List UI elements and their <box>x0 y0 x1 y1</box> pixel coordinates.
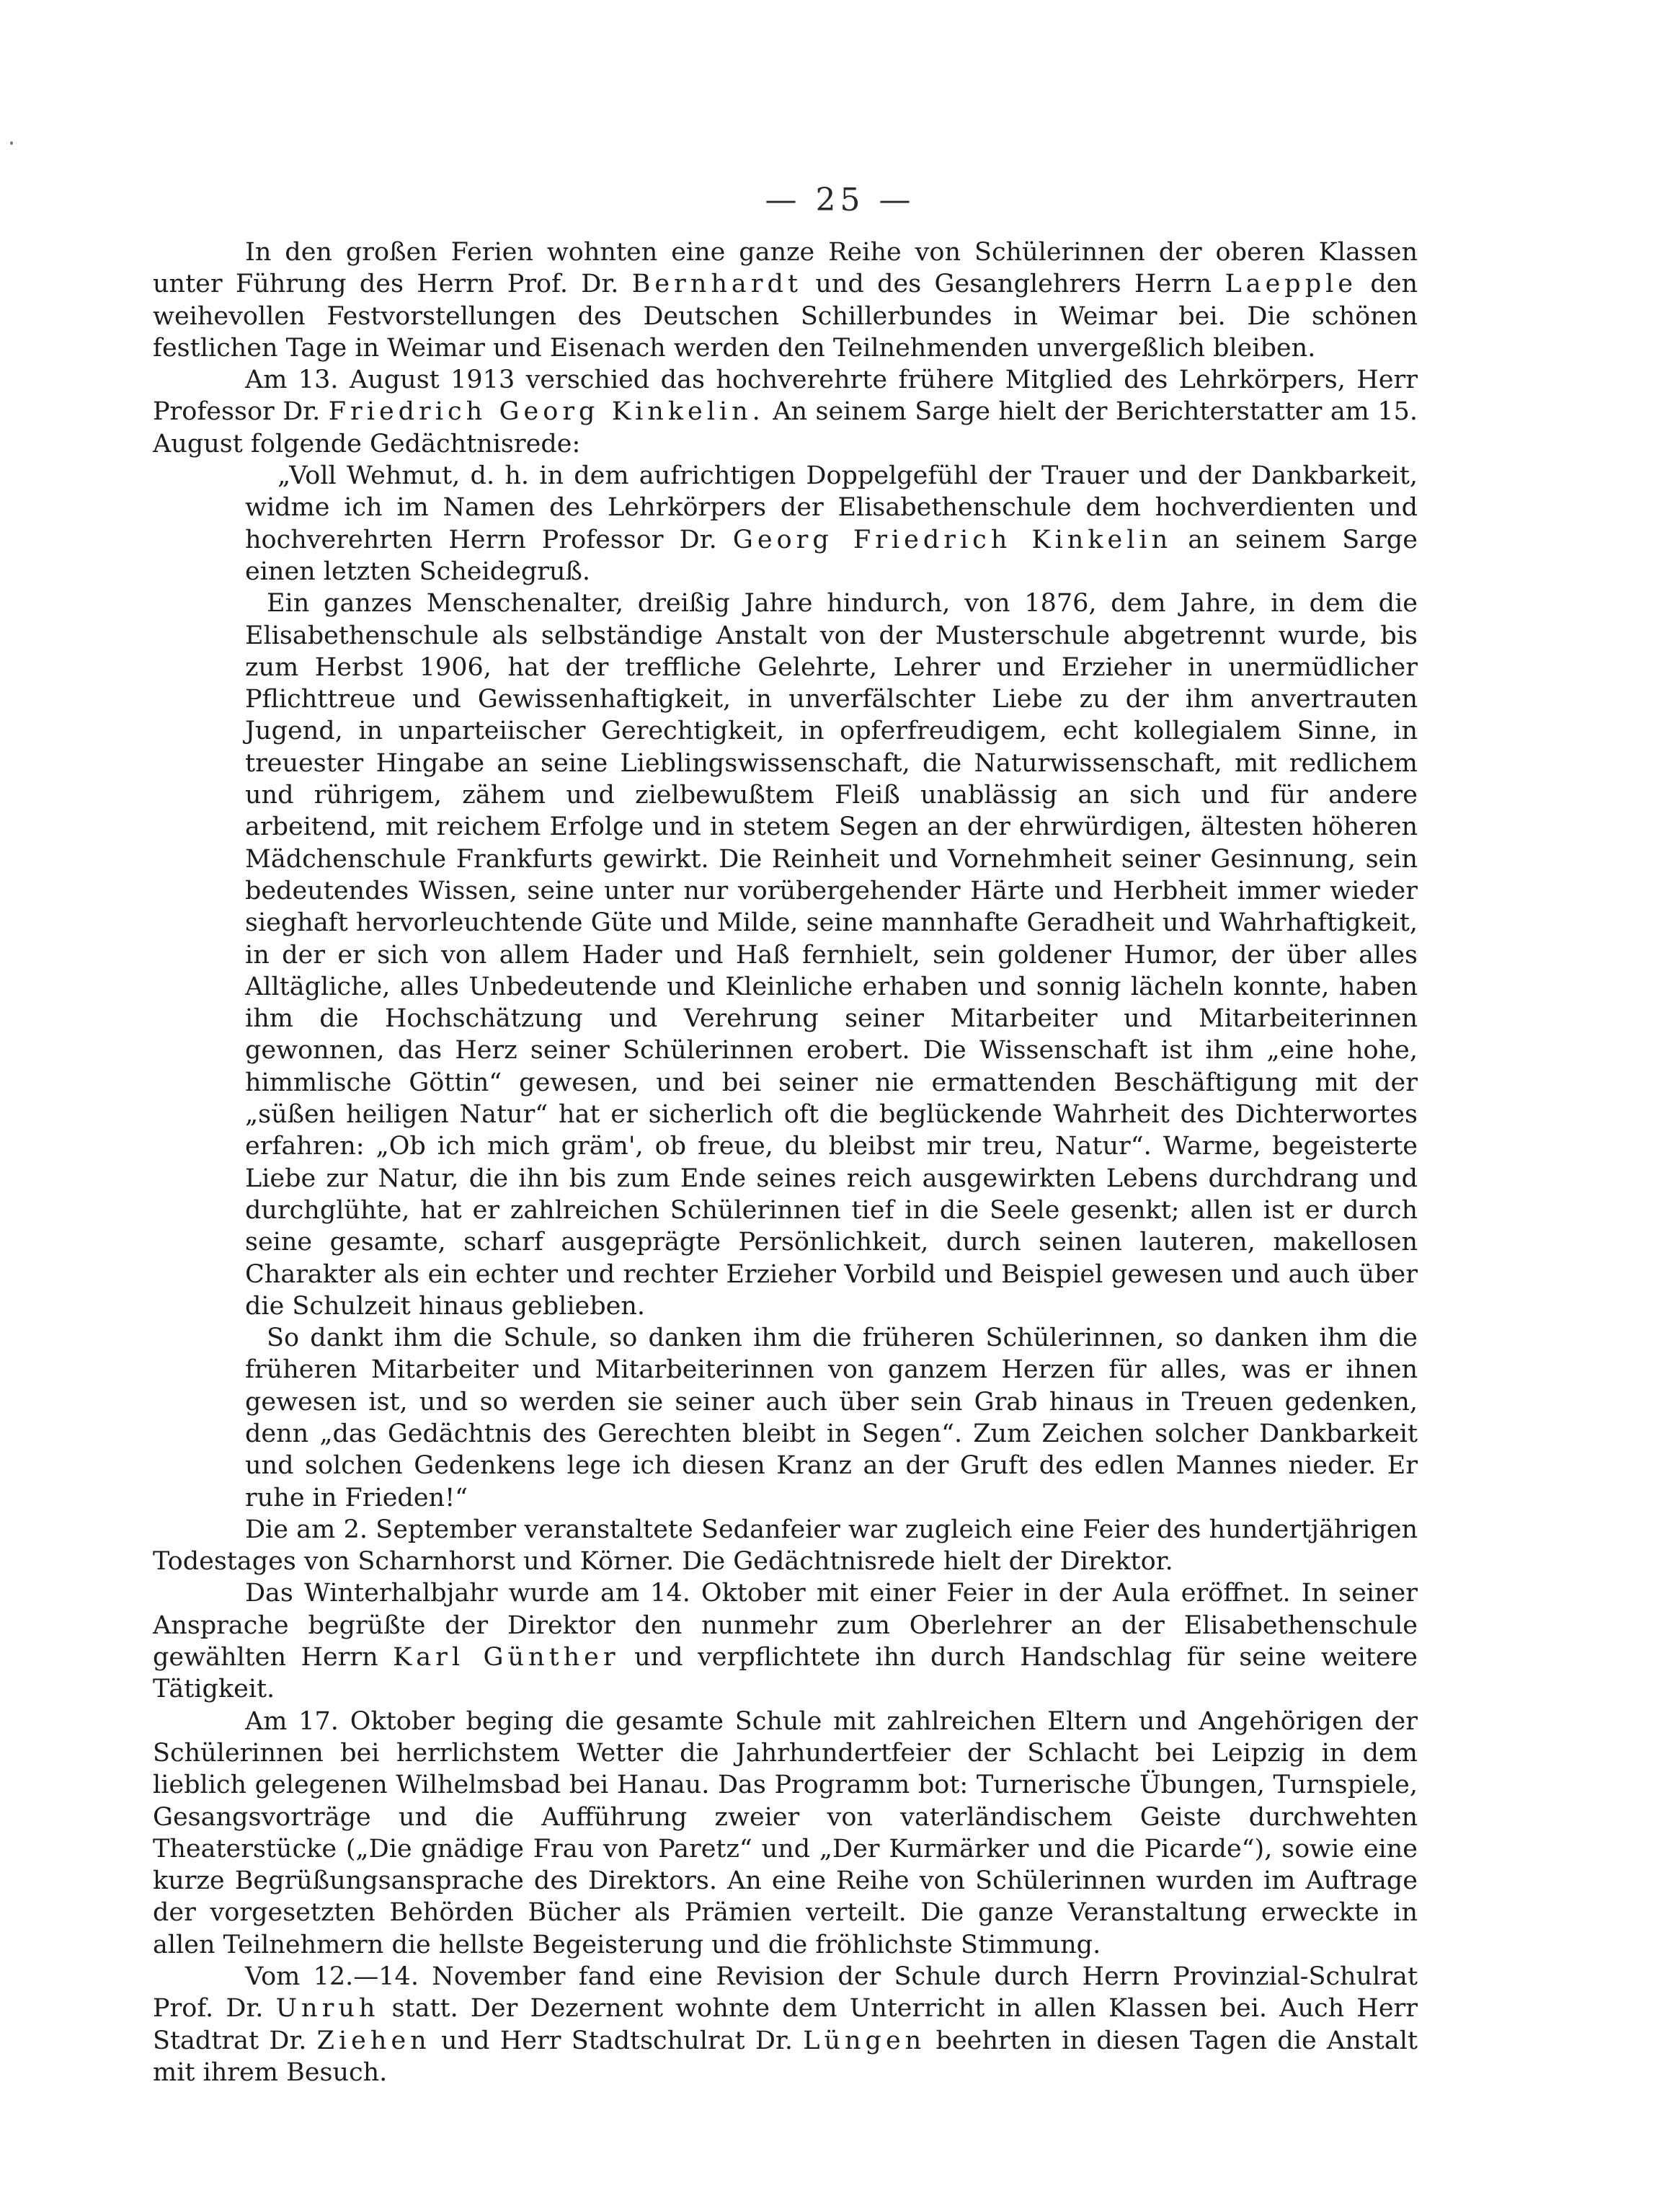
paragraph-school-revision: Vom 12.—14. November fand eine Revision der Schule durch Herrn Provinzial-Schulrat Prof. Dr. Unruh statt. Der Dezernent wohnte dem Unterricht in allen Klassen bei. Auch Herr Stadtrat Dr. Ziehen und Herr Stadtschulrat Dr. Lüngen beehrten in diesen Tagen die Anstalt mit ihrem Besuch. <box>153 1962 1418 2087</box>
name-unruh: Unruh <box>275 1994 380 2024</box>
speech-paragraph-1: „Voll Wehmut, d. h. in dem aufrichtigen Doppelgefühl der Trauer und der Dankbarkeit, widme ich im Namen des Lehrkörpers der Elisabethenschule dem hochverdienten und hochverehrten Herrn Professor Dr. Georg Friedrich Kinkelin an seinem Sarge einen letzten Scheidegruß. <box>245 461 1418 586</box>
name-ziehen: Ziehen <box>316 2026 431 2055</box>
name-bernhardt: Bernhardt <box>631 270 803 299</box>
memorial-speech <box>153 460 1418 1514</box>
name-karl-guenther: Karl Günther <box>393 1643 620 1672</box>
speech-paragraph-2: Ein ganzes Menschenalter, dreißig Jahre hindurch, von 1876, dem Jahre, in dem die Elisabethenschule als selbständige Anstalt von der Musterschule abgetrennt wurde, bis zum Herbst 1906, hat der treffliche Gelehrte, Lehrer und Erzieher in unermüdlicher Pflichttreue und Gewissenhaftigkeit, in unverfälschter Liebe zu der ihm anvertrauten Jugend, in unparteiischer Gerechtigkeit, in opferfreudigem, echt kollegialem Sinne, in treuester Hingabe an seine Lieblingswissenschaft, die Naturwissenschaft, mit redlichem und rührigem, zähem und zielbewußtem Fleiß unablässig an sich und für andere arbeitend, mit reichem Erfolge und in stetem Segen an der ehrwürdigen, ältesten höheren Mädchenschule Frankfurts gewirkt. Die Reinheit und Vornehmheit seiner Gesinnung, sein bedeutendes Wissen, seine unter nur vorübergehender Härte und Herbheit immer wieder sieghaft hervorleuchtende Güte und Milde, seine mannhafte Geradheit und Wahrhaftigkeit, in der er sich von allem Hader und Haß fernhielt, sein goldener Humor, der über alles Alltägliche, alles Unbedeutende und Kleinliche erhaben und sonnig lächeln konnte, haben ihm die Hochschätzung und Verehrung seiner Mitarbeiter und Mitarbeiterinnen gewonnen, das Herz seiner Schülerinnen erobert. Die Wissenschaft ist ihm „eine hohe, himmlische Göttin“ gewesen, und bei seiner nie ermattenden Beschäftigung mit der „süßen heiligen Natur“ hat er sicherlich oft die beglückende Wahrheit des Dichterwortes erfahren: „Ob ich mich gräm', ob freue, du bleibst mir treu, Natur“. Warme, begeisterte Liebe zur Natur, die ihn bis zum Ende seines reich ausgewirkten Lebens durchdrang und durchglühte, hat er zahlreichen Schülerinnen tief in die Seele gesenkt; allen ist er durch seine gesamte, scharf ausgeprägte Persönlichkeit, durch seinen lauteren, makellosen Charakter als ein echter und rechter Erzieher Vorbild und Beispiel gewesen und auch über die Schulzeit hinaus geblieben. <box>245 589 1418 1321</box>
paragraph-sedan-celebration: Die am 2. September veranstaltete Sedanfeier war zugleich eine Feier des hundertjährigen Todestages von Scharnhorst und Körner. Die Gedächtnisrede hielt der Direktor. <box>153 1515 1418 1577</box>
paragraph-winter-term: Das Winterhalbjahr wurde am 14. Oktober mit einer Feier in der Aula eröffnet. In seiner Ansprache begrüßte der Direktor den nunmehr zum Oberlehrer an der Elisabethenschule gewählten Herrn Karl Günther und verpflichtete ihn durch Handschlag für seine weitere Tätigkeit. <box>153 1579 1418 1704</box>
name-kinkelin: Friedrich Georg Kinkelin. <box>328 397 765 427</box>
scan-speck <box>10 141 13 145</box>
paragraph-summer-holidays: In den großen Ferien wohnten eine ganze Reihe von Schülerinnen der oberen Klassen unter Führung des Herrn Prof. Dr. Bernhardt und des Gesanglehrers Herrn Laepple den weihevollen Festvorstellungen des Deutschen Schillerbundes in Weimar bei. Die schönen festlichen Tage in Weimar und Eisenach werden den Teilnehmenden unvergeßlich bleiben. <box>153 238 1418 363</box>
page-number: — 25 — <box>765 182 915 218</box>
speech-paragraph-3: So dankt ihm die Schule, so danken ihm die früheren Schülerinnen, so danken ihm die früheren Mitarbeiter und Mitarbeiterinnen von ganzem Herzen für alles, was er ihnen gewesen ist, und so werden sie seiner auch über sein Grab hinaus in Treuen gedenken, denn „das Gedächtnis des Gerechten bleibt in Segen“. Zum Zeichen solcher Dankbarkeit und solchen Gedenkens lege ich diesen Kranz an der Gruft des edlen Mannes nieder. Er ruhe in Frieden!“ <box>245 1324 1418 1512</box>
page-body <box>153 236 1418 2088</box>
paragraph-leipzig-centenary: Am 17. Oktober beging die gesamte Schule mit zahlreichen Eltern und Angehörigen der Schülerinnen bei herrlichstem Wetter die Jahrhundertfeier der Schlacht bei Leipzig in dem lieblich gelegenen Wilhelmsbad bei Hanau. Das Programm bot: Turnerische Übungen, Turnspiele, Gesangsvorträge und die Aufführung zweier von vaterländischem Geiste durchwehten Theaterstücke („Die gnädige Frau von Paretz“ und „Der Kurmärker und die Picarde“), sowie eine kurze Begrüßungsansprache des Direktors. An eine Reihe von Schülerinnen wurden im Auftrage der vorgesetzten Behörden Bücher als Prämien verteilt. Die ganze Veranstaltung erweckte in allen Teilnehmern die hellste Begeisterung und die fröhlichste Stimmung. <box>153 1706 1418 1959</box>
name-georg-friedrich-kinkelin: Georg Friedrich Kinkelin <box>732 525 1173 554</box>
name-laepple: Laepple <box>1225 270 1358 299</box>
name-luengen: Lüngen <box>803 2026 926 2055</box>
paragraph-obituary-intro: Am 13. August 1913 verschied das hochverehrte frühere Mitglied des Lehrkörpers, Herr Professor Dr. Friedrich Georg Kinkelin. An seinem Sarge hielt der Berichterstatter am 15. August folgende Gedächtnisrede: <box>153 365 1418 458</box>
